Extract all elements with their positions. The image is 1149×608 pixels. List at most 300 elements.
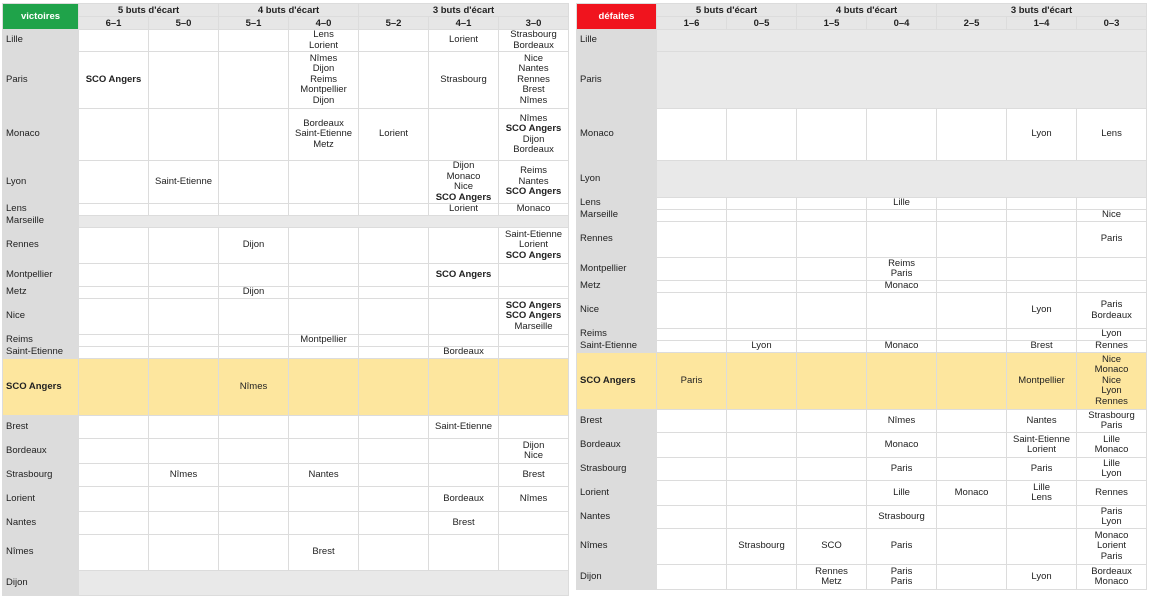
wins-cell	[79, 204, 149, 216]
losses-cell	[1007, 258, 1077, 281]
wins-table	[2, 3, 569, 596]
losses-cell	[797, 329, 867, 341]
losses-cell	[727, 433, 797, 458]
wins-cell	[359, 347, 429, 359]
losses-cell	[867, 222, 937, 258]
opponent-name: Metz	[821, 576, 842, 587]
opponent-name: Lille	[1103, 457, 1120, 469]
losses-cell	[1007, 281, 1077, 293]
opponent-name: Lyon	[1031, 570, 1052, 582]
wins-cell	[499, 30, 569, 52]
team-name: SCO Angers	[3, 359, 79, 416]
wins-cell	[499, 161, 569, 204]
losses-cell	[937, 258, 1007, 281]
wins-cell	[289, 287, 359, 299]
wins-group-title: 4 buts d'écart	[219, 4, 359, 17]
losses-cell	[867, 258, 937, 281]
losses-cell	[657, 198, 727, 210]
opponent-name: Nice	[1102, 209, 1122, 221]
opponent-name: Lille	[893, 197, 910, 209]
table-row	[577, 222, 1147, 258]
opponent-name: Reims	[310, 73, 337, 85]
table-row	[3, 30, 569, 52]
wins-cell	[219, 347, 289, 359]
team-name: Dijon	[577, 565, 657, 590]
table-row	[577, 565, 1147, 590]
losses-cell	[657, 109, 727, 161]
losses-cell	[1007, 341, 1077, 353]
losses-cell	[867, 281, 937, 293]
opponent-name: SCO Angers	[505, 249, 562, 261]
wins-cell	[149, 204, 219, 216]
team-name: Paris	[577, 52, 657, 109]
team-name: Marseille	[3, 216, 79, 228]
wins-group-title: 3 buts d'écart	[359, 4, 569, 17]
losses-cell	[937, 458, 1007, 481]
opponent-name: Bordeaux	[443, 346, 484, 358]
wins-cell	[359, 487, 429, 512]
losses-cell	[867, 293, 937, 329]
opponent-name: Lyon	[1031, 128, 1052, 140]
wins-cell	[359, 512, 429, 535]
losses-cell	[867, 353, 937, 410]
wins-group-header	[3, 4, 569, 17]
wins-cell	[359, 228, 429, 264]
wins-cell	[79, 264, 149, 287]
wins-cell	[499, 335, 569, 347]
wins-cell	[149, 52, 219, 109]
table-row	[577, 410, 1147, 433]
wins-cell	[499, 287, 569, 299]
losses-cell	[937, 341, 1007, 353]
losses-cell	[867, 410, 937, 433]
wins-cell	[359, 359, 429, 416]
losses-cell	[867, 481, 937, 506]
opponent-name: Saint-Etienne	[435, 420, 493, 432]
wins-cell	[289, 204, 359, 216]
table-row	[577, 341, 1147, 353]
team-name: Metz	[3, 287, 79, 299]
table-row	[3, 52, 569, 109]
opponent-name: Montpellier	[1018, 374, 1065, 386]
losses-cell	[867, 109, 937, 161]
wins-score-label: 3–0	[499, 17, 569, 30]
opponent-name: Nice	[524, 450, 544, 461]
losses-group-title: 4 buts d'écart	[797, 4, 937, 17]
losses-cell	[797, 210, 867, 222]
opponent-name: Paris	[1100, 299, 1123, 310]
team-name: Brest	[577, 410, 657, 433]
opponent-name: Paris	[890, 565, 913, 577]
opponent-name: Paris	[890, 540, 913, 552]
losses-empty-row	[657, 52, 1147, 109]
losses-cell	[937, 506, 1007, 529]
losses-cell	[1007, 109, 1077, 161]
losses-cell	[797, 293, 867, 329]
wins-cell	[219, 52, 289, 109]
opponent-name: Nîmes	[309, 52, 338, 64]
losses-cell	[937, 329, 1007, 341]
opponent-name: SCO Angers	[435, 268, 492, 280]
losses-cell	[657, 410, 727, 433]
opponent-name: Rennes	[517, 73, 550, 85]
team-name: Nîmes	[577, 529, 657, 565]
losses-score-label: 0–4	[867, 17, 937, 30]
losses-group-title: 3 buts d'écart	[937, 4, 1147, 17]
wins-cell	[289, 52, 359, 109]
wins-cell	[219, 416, 289, 439]
losses-table	[576, 3, 1147, 590]
team-name: Rennes	[577, 222, 657, 258]
table-row	[577, 161, 1147, 198]
wins-cell	[429, 109, 499, 161]
wins-cell	[499, 512, 569, 535]
wins-cell	[429, 359, 499, 416]
opponent-name: Lorient	[519, 239, 549, 251]
wins-cell	[149, 299, 219, 335]
wins-cell	[359, 416, 429, 439]
losses-cell	[1007, 458, 1077, 481]
wins-cell	[289, 359, 359, 416]
opponent-name: Dijon	[522, 439, 545, 451]
opponent-name: Brest	[522, 468, 545, 480]
losses-cell	[727, 353, 797, 410]
team-name: Dijon	[3, 571, 79, 596]
opponent-name: Brest	[1030, 340, 1053, 352]
team-name: Nice	[577, 293, 657, 329]
team-name: Lille	[577, 30, 657, 52]
opponent-name: Paris	[890, 462, 913, 474]
team-name: Saint-Etienne	[3, 347, 79, 359]
losses-score-label: 1–5	[797, 17, 867, 30]
opponent-name: Monaco	[1094, 529, 1129, 541]
table-row	[577, 481, 1147, 506]
team-name: Montpellier	[577, 258, 657, 281]
team-name: Nîmes	[3, 535, 79, 571]
opponent-name: Strasbourg	[878, 510, 925, 522]
wins-cell	[79, 535, 149, 571]
wins-cell	[79, 30, 149, 52]
opponent-name: Rennes	[1095, 486, 1128, 498]
losses-cell	[657, 565, 727, 590]
losses-cell	[1077, 210, 1147, 222]
opponent-name: Rennes	[1095, 395, 1128, 407]
wins-cell	[79, 359, 149, 416]
losses-empty-row	[657, 161, 1147, 198]
losses-score-label: 1–6	[657, 17, 727, 30]
losses-cell	[937, 293, 1007, 329]
opponent-name: Lyon	[1101, 385, 1122, 397]
wins-cell	[219, 335, 289, 347]
wins-cell	[149, 30, 219, 52]
losses-cell	[797, 281, 867, 293]
table-row	[577, 458, 1147, 481]
table-row	[3, 287, 569, 299]
opponent-name: Strasbourg	[1088, 409, 1135, 421]
losses-cell	[797, 198, 867, 210]
wins-cell	[219, 512, 289, 535]
losses-cell	[1077, 458, 1147, 481]
opponent-name: Lille	[893, 486, 910, 498]
wins-cell	[289, 416, 359, 439]
table-row	[3, 464, 569, 487]
table-row	[577, 281, 1147, 293]
losses-cell	[1007, 222, 1077, 258]
losses-cell	[727, 293, 797, 329]
wins-cell	[499, 347, 569, 359]
table-row	[577, 109, 1147, 161]
wins-cell	[289, 30, 359, 52]
losses-cell	[657, 353, 727, 410]
losses-cell	[727, 281, 797, 293]
opponent-name: Paris	[890, 268, 913, 279]
opponent-name: Nantes	[308, 468, 339, 480]
losses-cell	[937, 433, 1007, 458]
team-name: Reims	[3, 335, 79, 347]
opponent-name: SCO Angers	[505, 299, 562, 311]
opponent-name: Lyon	[1101, 516, 1122, 527]
wins-cell	[149, 359, 219, 416]
losses-cell	[867, 210, 937, 222]
wins-cell	[79, 487, 149, 512]
opponent-name: Lyon	[1101, 328, 1122, 340]
losses-cell	[1077, 341, 1147, 353]
opponent-name: Reims	[520, 165, 547, 177]
losses-cell	[797, 222, 867, 258]
team-name: Lyon	[3, 161, 79, 204]
table-row	[577, 433, 1147, 458]
table-row	[3, 204, 569, 216]
wins-cell	[359, 264, 429, 287]
wins-cell	[499, 204, 569, 216]
losses-cell	[1077, 222, 1147, 258]
opponent-name: SCO Angers	[505, 186, 562, 198]
opponent-name: Lorient	[1097, 540, 1127, 552]
table-row	[3, 359, 569, 416]
opponent-name: Monaco	[884, 438, 919, 450]
wins-cell	[429, 52, 499, 109]
losses-cell	[1007, 198, 1077, 210]
team-name: Nice	[3, 299, 79, 335]
losses-cell	[937, 565, 1007, 590]
losses-cell	[867, 341, 937, 353]
opponent-name: Dijon	[452, 160, 475, 171]
opponent-name: Nîmes	[519, 492, 548, 504]
losses-cell	[657, 210, 727, 222]
opponent-name: Monaco	[516, 203, 551, 215]
team-name: Lens	[3, 204, 79, 216]
wins-cell	[219, 161, 289, 204]
losses-cell	[1077, 109, 1147, 161]
losses-cell	[937, 281, 1007, 293]
opponent-name: Dijon	[312, 63, 335, 75]
wins-cell	[429, 30, 499, 52]
opponent-name: Lorient	[379, 128, 409, 140]
wins-cell	[429, 161, 499, 204]
table-row	[3, 512, 569, 535]
losses-cell	[1007, 565, 1077, 590]
table-row	[3, 299, 569, 335]
team-name: Brest	[3, 416, 79, 439]
opponent-name: Bordeaux	[1091, 565, 1132, 577]
wins-cell	[79, 416, 149, 439]
wins-cell	[359, 335, 429, 347]
table-row	[577, 210, 1147, 222]
wins-cell	[79, 109, 149, 161]
table-row	[577, 52, 1147, 109]
losses-cell	[657, 506, 727, 529]
wins-cell	[149, 264, 219, 287]
losses-score-header	[577, 17, 1147, 30]
team-name: Strasbourg	[577, 458, 657, 481]
losses-cell	[1077, 433, 1147, 458]
table-row	[3, 416, 569, 439]
wins-cell	[359, 535, 429, 571]
wins-cell	[429, 416, 499, 439]
team-name: Bordeaux	[3, 439, 79, 464]
losses-cell	[657, 258, 727, 281]
wins-cell	[219, 439, 289, 464]
team-name: Saint-Etienne	[577, 341, 657, 353]
losses-cell	[727, 506, 797, 529]
losses-cell	[867, 458, 937, 481]
team-name: Rennes	[3, 228, 79, 264]
wins-cell	[359, 464, 429, 487]
wins-cell	[499, 535, 569, 571]
opponent-name: Bordeaux	[303, 117, 344, 129]
opponent-name: Dijon	[242, 239, 265, 251]
opponent-name: Monaco	[446, 170, 481, 182]
losses-cell	[727, 410, 797, 433]
team-name: Lens	[577, 198, 657, 210]
wins-cell	[289, 439, 359, 464]
table-row	[577, 506, 1147, 529]
wins-cell	[289, 487, 359, 512]
wins-cell	[289, 535, 359, 571]
wins-cell	[359, 109, 429, 161]
losses-cell	[1077, 481, 1147, 506]
opponent-name: Saint-Etienne	[1013, 433, 1071, 445]
opponent-name: Monaco	[1094, 576, 1129, 587]
opponent-name: Montpellier	[300, 84, 347, 96]
opponent-name: Paris	[1100, 550, 1123, 562]
team-name: Metz	[577, 281, 657, 293]
wins-cell	[429, 287, 499, 299]
wins-cell	[429, 204, 499, 216]
opponent-name: Lens	[313, 29, 334, 40]
wins-cell	[79, 299, 149, 335]
opponent-name: Paris	[1100, 420, 1123, 431]
wins-cell	[359, 161, 429, 204]
opponent-name: Rennes	[815, 565, 848, 577]
wins-cell	[499, 109, 569, 161]
opponent-name: Nîmes	[169, 468, 198, 480]
losses-cell	[867, 198, 937, 210]
wins-cell	[219, 464, 289, 487]
opponent-name: Bordeaux	[513, 144, 554, 155]
wins-cell	[289, 264, 359, 287]
wins-cell	[79, 347, 149, 359]
losses-cell	[1077, 329, 1147, 341]
wins-cell	[219, 535, 289, 571]
losses-cell	[1077, 198, 1147, 210]
wins-cell	[429, 299, 499, 335]
table-row	[3, 216, 569, 228]
team-name: SCO Angers	[577, 353, 657, 410]
wins-score-label: 4–1	[429, 17, 499, 30]
opponent-name: Strasbourg	[738, 540, 785, 552]
opponent-name: SCO	[821, 540, 842, 552]
wins-cell	[429, 335, 499, 347]
losses-cell	[1007, 293, 1077, 329]
opponent-name: Lille	[1103, 433, 1120, 445]
table-row	[577, 293, 1147, 329]
losses-cell	[657, 329, 727, 341]
wins-cell	[359, 287, 429, 299]
table-row	[577, 353, 1147, 410]
table-row	[577, 329, 1147, 341]
losses-cell	[867, 506, 937, 529]
wins-cell	[79, 335, 149, 347]
wins-cell	[149, 439, 219, 464]
losses-cell	[937, 222, 1007, 258]
team-name: Nantes	[577, 506, 657, 529]
losses-cell	[727, 481, 797, 506]
opponent-name: SCO Angers	[505, 123, 562, 134]
opponent-name: Monaco	[1094, 444, 1129, 455]
losses-cell	[1077, 565, 1147, 590]
wins-cell	[429, 228, 499, 264]
opponent-name: Paris	[890, 576, 913, 587]
wins-score-label: 5–0	[149, 17, 219, 30]
table-row	[3, 109, 569, 161]
wins-cell	[149, 109, 219, 161]
losses-cell	[937, 198, 1007, 210]
opponent-name: Paris	[1100, 233, 1123, 245]
wins-cell	[79, 52, 149, 109]
losses-cell	[1007, 210, 1077, 222]
losses-cell	[1007, 506, 1077, 529]
losses-cell	[657, 529, 727, 565]
wins-cell	[219, 359, 289, 416]
losses-cell	[937, 410, 1007, 433]
losses-cell	[657, 341, 727, 353]
wins-cell	[219, 228, 289, 264]
opponent-name: Paris	[680, 374, 703, 386]
team-name: Reims	[577, 329, 657, 341]
opponent-name: Rennes	[1095, 340, 1128, 352]
losses-cell	[797, 481, 867, 506]
opponent-name: SCO Angers	[85, 73, 142, 85]
losses-cell	[867, 329, 937, 341]
opponent-name: Lorient	[308, 39, 339, 51]
losses-cell	[797, 410, 867, 433]
losses-cell	[797, 258, 867, 281]
losses-group-title: 5 buts d'écart	[657, 4, 797, 17]
wins-cell	[499, 439, 569, 464]
wins-cell	[79, 161, 149, 204]
team-name: Paris	[3, 52, 79, 109]
opponent-name: Nîmes	[239, 380, 268, 392]
opponent-name: Nîmes	[887, 414, 916, 426]
losses-cell	[727, 210, 797, 222]
wins-cell	[359, 439, 429, 464]
team-name: Lorient	[577, 481, 657, 506]
opponent-name: Strasbourg	[510, 29, 557, 40]
wins-cell	[289, 228, 359, 264]
wins-cell	[359, 299, 429, 335]
opponent-name: Nice	[1102, 374, 1122, 386]
